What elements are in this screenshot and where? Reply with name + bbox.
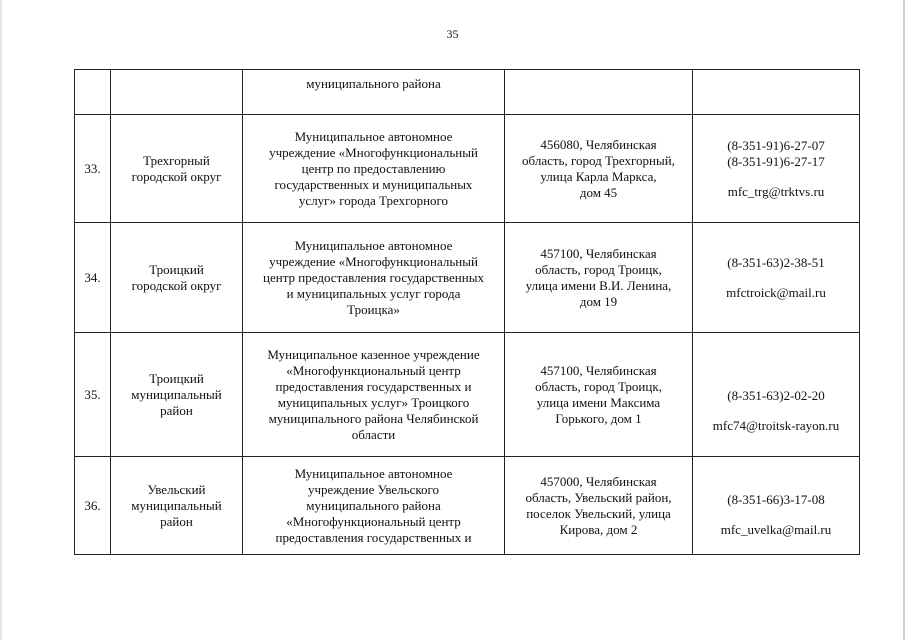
cell-municipality: Увельский муниципальный район	[111, 457, 243, 555]
cell-address: 456080, Челябинская область, город Трехгорный, улица Карла Маркса, дом 45	[505, 115, 693, 223]
cell-address: 457000, Челябинская область, Увельский район, поселок Увельский, улица Кирова, дом 2	[505, 457, 693, 555]
email-address: mfc_trg@trktvs.ru	[727, 183, 825, 199]
cell-address: 457100, Челябинская область, город Троицк, улица имени В.И. Ленина, дом 19	[505, 223, 693, 333]
scan-left-edge	[0, 0, 2, 640]
mfc-registry-table	[74, 69, 860, 555]
cell-num: 34.	[75, 223, 111, 333]
phone-numbers: (8-351-91)6-27-07 (8-351-91)6-27-17	[727, 137, 825, 169]
table-row	[75, 223, 860, 333]
cell-contacts	[693, 70, 860, 115]
table-row	[75, 333, 860, 457]
cell-address: 457100, Челябинская область, город Троицк, улица имени Максима Горького, дом 1	[505, 333, 693, 457]
table-row	[75, 115, 860, 223]
cell-contacts	[693, 223, 860, 333]
cell-org: Муниципальное казенное учреждение «Многофункциональный центр предоставления государственных и муниципальных услуг» Троицкого муниципального района Челябинской области	[243, 333, 505, 457]
cell-contacts	[693, 457, 860, 555]
email-address: mfctroick@mail.ru	[726, 284, 826, 300]
cell-contacts	[693, 333, 860, 457]
cell-org: муниципального района	[243, 70, 505, 115]
cell-org: Муниципальное автономное учреждение Увельского муниципального района «Многофункциональный центр предоставления государственных и	[243, 457, 505, 555]
table-row-continuation	[75, 70, 860, 115]
cell-num: 35.	[75, 333, 111, 457]
email-address: mfc_uvelka@mail.ru	[720, 521, 832, 537]
cell-num	[75, 70, 111, 115]
cell-municipality: Троицкий городской округ	[111, 223, 243, 333]
page-number: 35	[446, 27, 459, 41]
cell-municipality	[111, 70, 243, 115]
cell-municipality: Троицкий муниципальный район	[111, 333, 243, 457]
email-address: mfc74@troitsk-rayon.ru	[712, 417, 840, 433]
cell-org: Муниципальное автономное учреждение «Многофункциональный центр по предоставлению государственных и муниципальных услуг» города Трехгорного	[243, 115, 505, 223]
table-row	[75, 457, 860, 555]
cell-contacts	[693, 115, 860, 223]
cell-org: Муниципальное автономное учреждение «Многофункциональный центр предоставления государственных и муниципальных услуг города Троицка»	[243, 223, 505, 333]
phone-numbers: (8-351-66)3-17-08	[727, 491, 825, 507]
phone-numbers: (8-351-63)2-02-20	[727, 387, 825, 403]
cell-num: 33.	[75, 115, 111, 223]
phone-numbers: (8-351-63)2-38-51	[727, 254, 825, 270]
cell-num: 36.	[75, 457, 111, 555]
cell-municipality: Трехгорный городской округ	[111, 115, 243, 223]
cell-address	[505, 70, 693, 115]
